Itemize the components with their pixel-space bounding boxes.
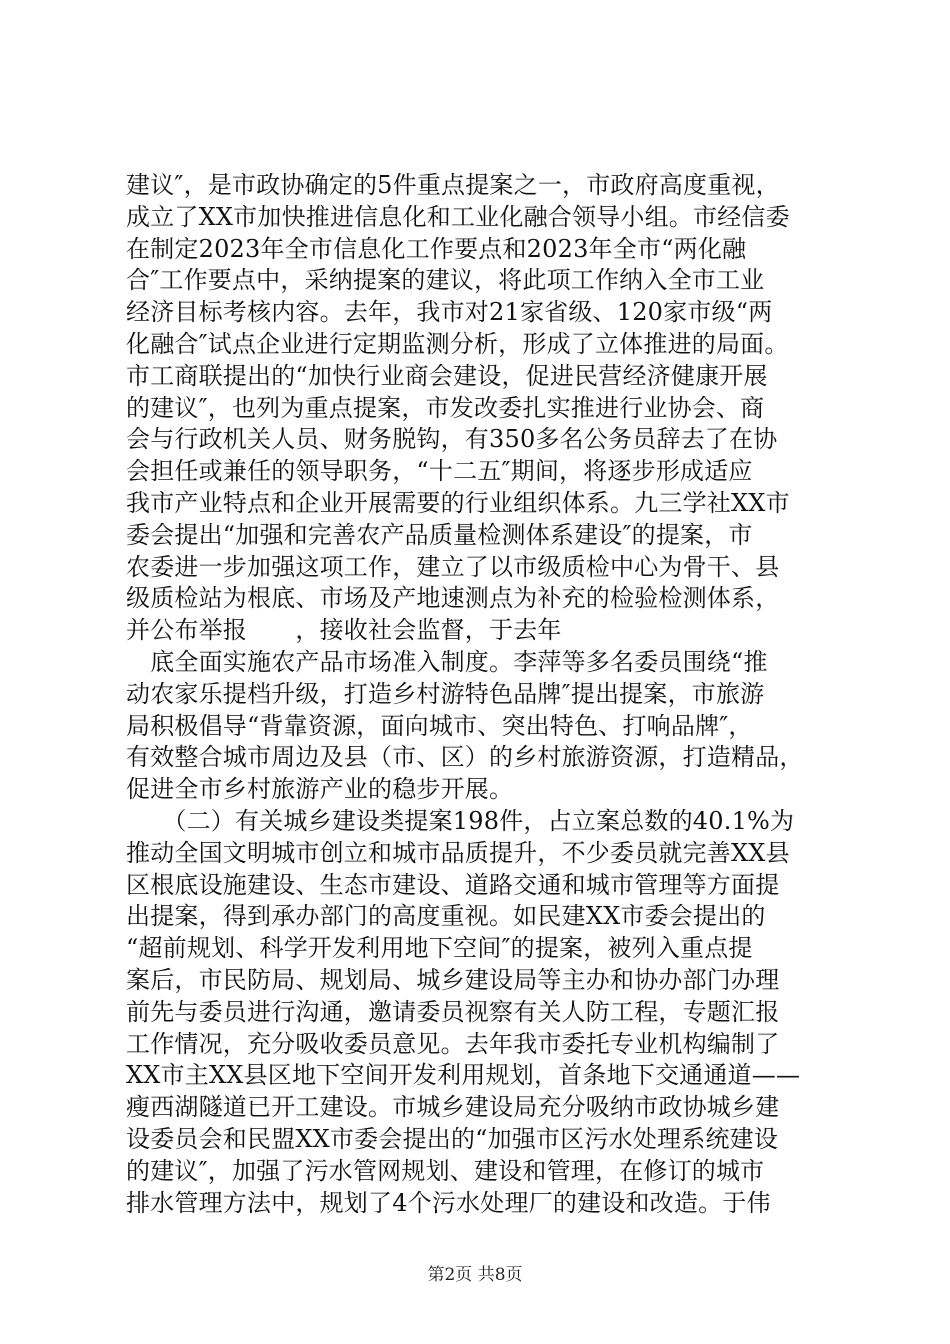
text-line: 市工商联提出的“加快行业商会建设，促进民营经济健康开展 bbox=[126, 361, 768, 390]
text-line: 化融合″试点企业进行定期监测分析，形成了立体推进的局面。 bbox=[126, 329, 789, 358]
text-line: （二）有关城乡建设类提案198件，占立案总数的40.1%为 bbox=[126, 806, 795, 835]
text-line: 会与行政机关人员、财务脱钩，有350多名公务员辞去了在协 bbox=[126, 425, 778, 454]
text-line: 有效整合城市周边及县（市、区）的乡村旅游资源，打造精品， bbox=[126, 743, 804, 772]
text-line: 瘦西湖隧道已开工建设。市城乡建设局充分吸纳市政协城乡建 bbox=[126, 1093, 780, 1122]
text-line: 我市产业特点和企业开展需要的行业组织体系。九三学社XX市 bbox=[126, 488, 790, 517]
text-line: 动农家乐提档升级，打造乡村游特色品牌″提出提案，市旅游 bbox=[126, 679, 765, 708]
text-line: 设委员会和民盟XX市委会提出的“加强市区污水处理系统建设 bbox=[126, 1124, 779, 1153]
text-line: 会担任或兼任的领导职务，“十二五″期间，将逐步形成适应 bbox=[126, 457, 753, 486]
text-line: 的建议″，加强了污水管网规划、建设和管理，在修订的城市 bbox=[126, 1156, 765, 1185]
text-line: 局积极倡导“背靠资源，面向城市、突出特色、打响品牌″， bbox=[126, 711, 753, 740]
text-line: 排水管理方法中，规划了4个污水处理厂的建设和改造。于伟 bbox=[126, 1188, 771, 1217]
text-line: 级质检站为根底、市场及产地速测点为补充的检验检测体系， bbox=[126, 584, 780, 613]
text-line: 底全面实施农产品市场准入制度。李萍等多名委员围绕“推 bbox=[126, 647, 768, 676]
text-line: 委会提出“加强和完善农产品质量检测体系建设″的提案，市 bbox=[126, 520, 753, 549]
text-line: 出提案，得到承办部门的高度重视。如民建XX市委会提出的 bbox=[126, 902, 766, 931]
text-line: 经济目标考核内容。去年，我市对21家省级、120家市级“两 bbox=[126, 298, 773, 327]
text-line: 案后，市民防局、规划局、城乡建设局等主办和协办部门办理 bbox=[126, 965, 780, 994]
text-line: 建议″，是市政协确定的5件重点提案之一，市政府高度重视， bbox=[126, 171, 780, 199]
text-line: 推动全国文明城市创立和城市品质提升，不少委员就完善XX县 bbox=[126, 838, 790, 867]
text-line: 促进全市乡村旅游产业的稳步开展。 bbox=[126, 775, 514, 804]
text-line: 农委进一步加强这项工作，建立了以市级质检中心为骨干、县 bbox=[126, 552, 780, 581]
text-line: 工作情况，充分吸收委员意见。去年我市委托专业机构编制了 bbox=[126, 1029, 780, 1058]
text-line: 前先与委员进行沟通，邀请委员视察有关人防工程，专题汇报 bbox=[126, 997, 780, 1026]
text-line: 合″工作要点中，采纳提案的建议，将此项工作纳入全市工业 bbox=[126, 266, 765, 295]
text-line: XX市主XX县区地下空间开发利用规划，首条地下交通通道—— bbox=[126, 1061, 801, 1090]
text-line: 在制定2023年全市信息化工作要点和2023年全市“两化融 bbox=[126, 234, 747, 263]
page-footer: 第2页 共8页 bbox=[427, 1265, 523, 1285]
text-line: “超前规划、科学开发利用地下空间″的提案，被列入重点提 bbox=[126, 934, 753, 963]
text-line: 成立了XX市加快推进信息化和工业化融合领导小组。市经信委 bbox=[126, 202, 790, 231]
text-line: 的建议″，也列为重点提案，市发改委扎实推进行业协会、商 bbox=[126, 393, 765, 422]
document-body bbox=[126, 170, 866, 1219]
text-line: 区根底设施建设、生态市建设、道路交通和城市管理等方面提 bbox=[126, 870, 780, 899]
text-line: 并公布举报 ，接收社会监督，于去年 bbox=[126, 616, 562, 645]
